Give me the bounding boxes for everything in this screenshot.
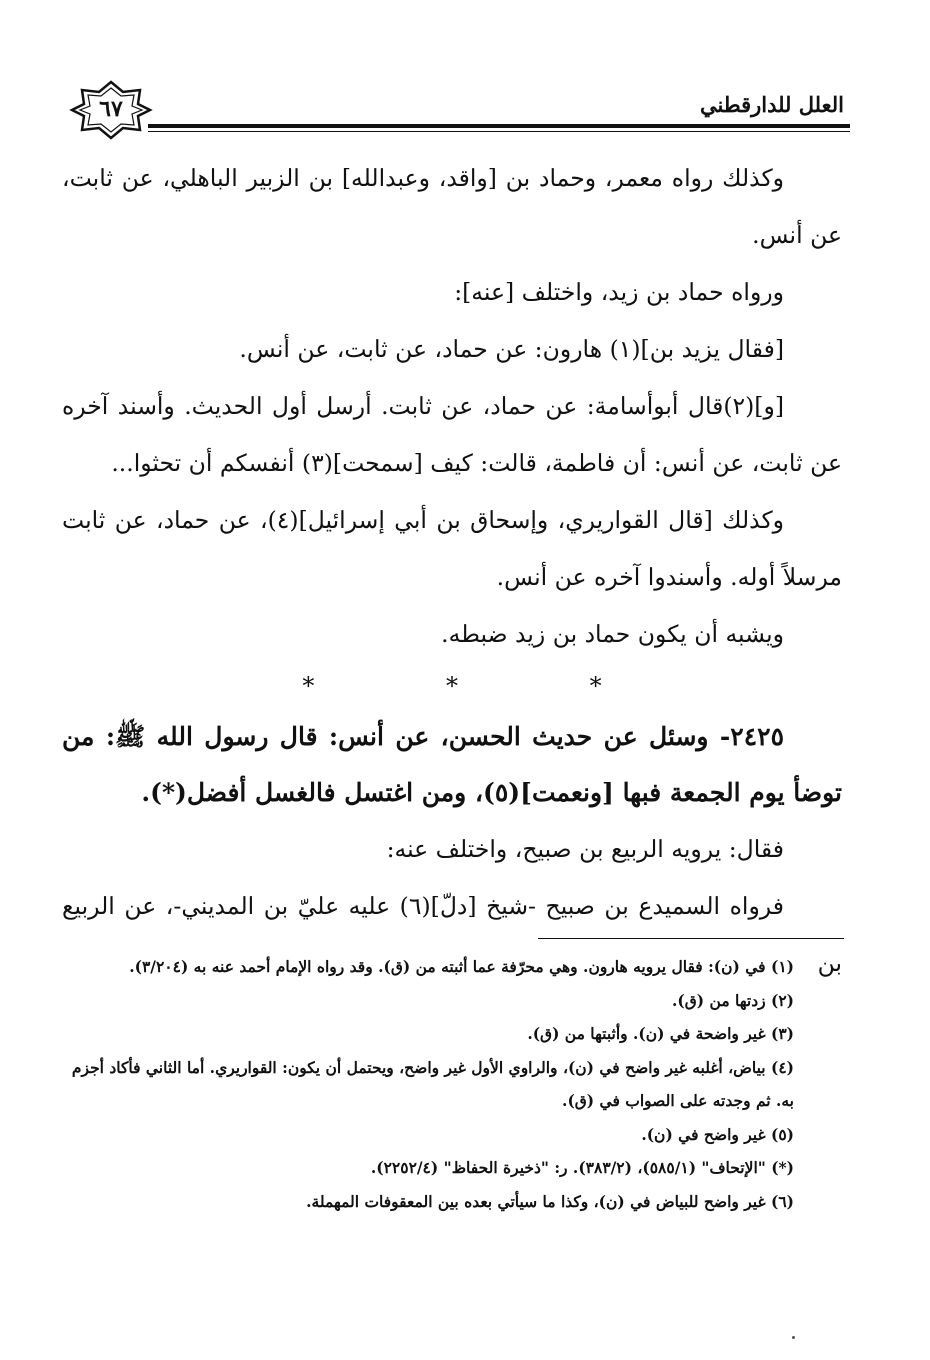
footnote: (٣) غير واضحة في (ن). وأثبتها من (ق). — [527, 1024, 794, 1043]
header-rule-thick — [148, 124, 850, 128]
paragraph: [فقال يزيد بن](١) هارون: عن حماد، عن ثابت، عن أنس. — [239, 335, 784, 363]
footnote: (٦) غير واضح للبياض في (ن)، وكذا ما سيأتي بعده بين المعقوفات المهملة. — [306, 1191, 794, 1211]
footnotes — [62, 950, 842, 1218]
entry-heading: ٢٤٢٥- وسئل عن حديث الحسن، عن أنس: قال رسول الله ﷺ: من توضأ يوم الجمعة فبها [ونعمت](٥)، ومن اغتسل فالغسل أفضل(*). — [62, 722, 842, 807]
section-separator: * * * — [302, 672, 664, 700]
page-header — [60, 78, 850, 140]
footnote: (٥) غير واضح في (ن). — [641, 1124, 794, 1144]
running-title: العلل للدارقطني — [700, 92, 844, 117]
page-number: ٦٧ — [99, 96, 123, 122]
paragraph: [و](٢)قال أبوأسامة: عن حماد، عن ثابت. أرسل أول الحديث. وأسند آخره عن ثابت، عن أنس: أن فاطمة، قالت: كيف [سمحت](٣) أنفسكم أن تحثوا... — [62, 392, 842, 477]
footnote-separator — [538, 938, 844, 939]
footnote: (*) "الإتحاف" (٥٨٥/١)، (٣٨٣/٢). ر: "ذخيرة الحفاظ" (٢٢٥٢/٤). — [370, 1158, 794, 1177]
paragraph: فقال: يرويه الربيع بن صبيح، واختلف عنه: — [386, 835, 784, 863]
paragraph: وكذلك رواه معمر، وحماد بن [واقد، وعبدالله] بن الزبير الباهلي، عن ثابت، عن أنس. — [62, 164, 842, 249]
header-rule-thin — [148, 131, 850, 132]
paragraph: وكذلك [قال القواريري، وإسحاق بن أبي إسرائيل](٤)، عن حماد، عن ثابت مرسلاً أوله. وأسندوا آخره عن أنس. — [62, 506, 842, 591]
footnote: (٢) زدتها من (ق). — [672, 990, 794, 1010]
footnote: (١) في (ن): فقال يرويه هارون. وهي محرّفة عما أثبته من (ق). وقد رواه الإمام أحمد عنه به (٣/٢٠٤). — [129, 957, 794, 976]
scan-speck — [792, 1336, 795, 1339]
footnote: (٤) بياض، أغلبه غير واضح في (ن)، والراوي الأول غير واضح، ويحتمل أن يكون: القواريري. أما الثاني فأكاد أجزم به. ثم وجدته على الصواب في (ق). — [71, 1057, 794, 1110]
paragraph: فرواه السميدع بن صبيح -شيخ [دلّ](٦) عليه عليّ بن المديني-، عن الربيع بن — [62, 892, 842, 977]
paragraph: ورواه حماد بن زيد، واختلف [عنه]: — [454, 278, 784, 306]
main-text — [62, 150, 842, 992]
paragraph: ويشبه أن يكون حماد بن زيد ضبطه. — [441, 620, 784, 648]
page-number-badge — [68, 80, 154, 140]
